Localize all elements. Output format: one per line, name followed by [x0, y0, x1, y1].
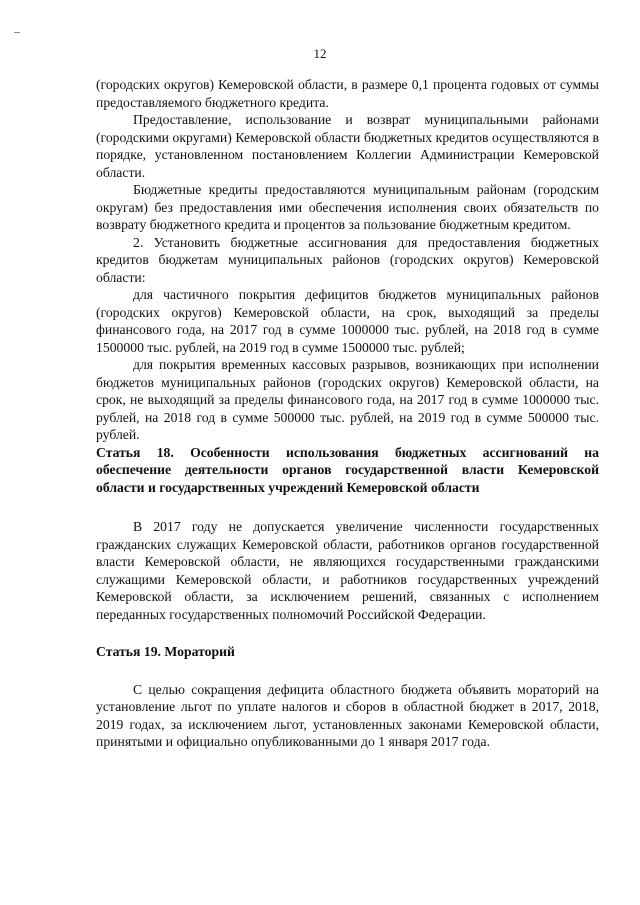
- document-body: [96, 76, 599, 751]
- spacer: [96, 496, 599, 518]
- paragraph-credit-procedure: Предоставление, использование и возврат муниципальными районами (городскими округами) Кемеровской области бюджетных кредитов осуществляются в порядке, установленном постановлением Коллегии Администрации Кемеровской области.: [96, 112, 599, 180]
- paragraph-item-2: 2. Установить бюджетные ассигнования для предоставления бюджетных кредитов бюджетам муниципальных районов (городских округов) Кемеровской области:: [96, 234, 599, 285]
- page-number: 12: [313, 46, 327, 61]
- paragraph-deficit-coverage: для частичного покрытия дефицитов бюджетов муниципальных районов (городских округов) Кемеровской области, на срок, выходящий за пределы финансового года, на 2017 год в сумме 1000000 тыс. рублей, на 2018 год в сумме 1500000 тыс. рублей, на 2019 год в сумме 1500000 тыс. рублей;: [96, 287, 599, 355]
- article-18-body: В 2017 году не допускается увеличение численности государственных гражданских служащих Кемеровской области, работников органов государственной власти Кемеровской области, не являющихся государственными гражданскими служащими Кемеровской области, и работников государственных учреждений Кемеровской области, за исключением решений, связанных с исполнением переданных государственных полномочий Российской Федерации.: [96, 519, 599, 622]
- paragraph-credit-security: Бюджетные кредиты предоставляются муниципальным районам (городским округам) без предоставления ими обеспечения исполнения своих обязательств по возврату бюджетного кредита и процентов за пользование бюджетным кредитом.: [96, 182, 599, 232]
- article-19-heading: Статья 19. Мораторий: [96, 644, 235, 659]
- paragraph-cash-gaps: для покрытия временных кассовых разрывов, возникающих при исполнении бюджетов муниципальных районов (городских округов) Кемеровской области, на срок, не выходящий за пределы финансового года, на 2017 год в сумме 1000000 тыс. рублей, на 2018 год в сумме 500000 тыс. рублей, на 2019 год в сумме 500000 тыс. рублей.: [96, 357, 599, 442]
- article-18-heading: Статья 18. Особенности использования бюджетных ассигнований на обеспечение деятельности органов государственной власти Кемеровской области и государственных учреждений Кемеровской области: [96, 444, 599, 495]
- spacer: [96, 661, 599, 681]
- scan-mark: [14, 32, 20, 33]
- article-19-body: С целью сокращения дефицита областного бюджета объявить мораторий на установление льгот по уплате налогов и сборов в областной бюджет в 2017, 2018, 2019 годах, за исключением льгот, установленных законами Кемеровской области, принятыми и официально опубликованными до 1 января 2017 года.: [96, 681, 599, 749]
- paragraph-continuation: (городских округов) Кемеровской области, в размере 0,1 процента годовых от суммы предоставляемого бюджетного кредита.: [96, 77, 599, 110]
